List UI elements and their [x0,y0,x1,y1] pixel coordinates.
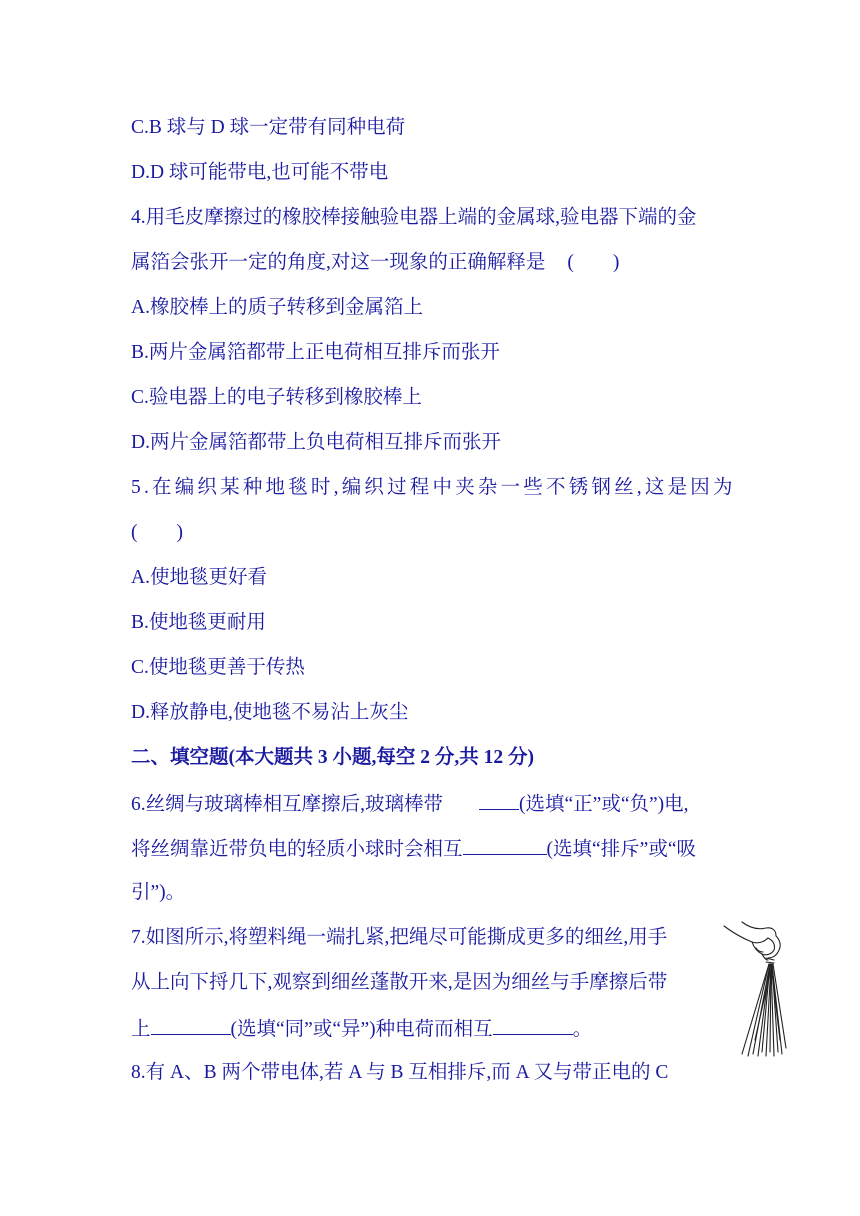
q7-line2: 从上向下捋几下,观察到细丝蓬散开来,是因为细丝与手摩擦后带 [131,972,668,993]
q6-text-2: (选填“正”或“负”)电, [519,794,689,815]
q7-blank-1[interactable] [151,1016,231,1035]
q3-option-d: D.D 球可能带电,也可能不带电 [131,162,389,183]
q5-stem-line1: 5.在编织某种地毯时,编织过程中夹杂一些不锈钢丝,这是因为 [131,477,736,498]
section-heading: 二、填空题(本大题共 3 小题,每空 2 分,共 12 分) [131,747,534,768]
q6-blank-1[interactable] [479,791,519,810]
q6-text-1: 6.丝绸与玻璃棒相互摩擦后,玻璃棒带 [131,794,444,815]
q4-stem-text: 属箔会张开一定的角度,对这一现象的正确解释是 [131,252,546,273]
q5-option-c: C.使地毯更善于传热 [131,657,305,678]
q5-answer-paren: ( ) [131,522,183,543]
q5-option-d: D.释放静电,使地毯不易沾上灰尘 [131,702,409,723]
q7-text-1: 上 [131,1019,151,1040]
q5-option-a: A.使地毯更好看 [131,567,267,588]
q6-line2 [131,836,696,862]
q4-stem-line1: 4.用毛皮摩擦过的橡胶棒接触验电器上端的金属球,验电器下端的金 [131,207,697,228]
q3-option-c: C.B 球与 D 球一定带有同种电荷 [131,117,406,138]
q8-line1: 8.有 A、B 两个带电体,若 A 与 B 互相排斥,而 A 又与带正电的 C [131,1062,669,1083]
q6-line1 [131,791,689,817]
q7-line3 [131,1016,592,1042]
q4-option-b: B.两片金属箔都带上正电荷相互排斥而张开 [131,342,500,363]
q5-option-b: B.使地毯更耐用 [131,612,266,633]
q6-text-3: 将丝绸靠近带负电的轻质小球时会相互 [131,839,463,860]
q4-answer-paren: ( ) [567,252,620,273]
q7-line1: 7.如图所示,将塑料绳一端扎紧,把绳尽可能撕成更多的细丝,用手 [131,927,668,948]
q6-text-4: (选填“排斥”或“吸 [546,839,696,860]
q6-blank-2[interactable] [463,836,547,855]
q6-line3: 引”)。 [131,882,186,903]
q4-option-a: A.橡胶棒上的质子转移到金属箔上 [131,297,423,318]
q7-text-3: 。 [572,1019,593,1040]
q4-option-c: C.验电器上的电子转移到橡胶棒上 [131,387,422,408]
q7-blank-2[interactable] [493,1016,573,1035]
q7-text-2: (选填“同”或“异”)种电荷而相互 [230,1019,493,1040]
q4-option-d: D.两片金属箔都带上负电荷相互排斥而张开 [131,432,501,453]
hand-stroking-strings-illustration [722,918,790,1058]
q4-stem-line2 [131,251,619,275]
